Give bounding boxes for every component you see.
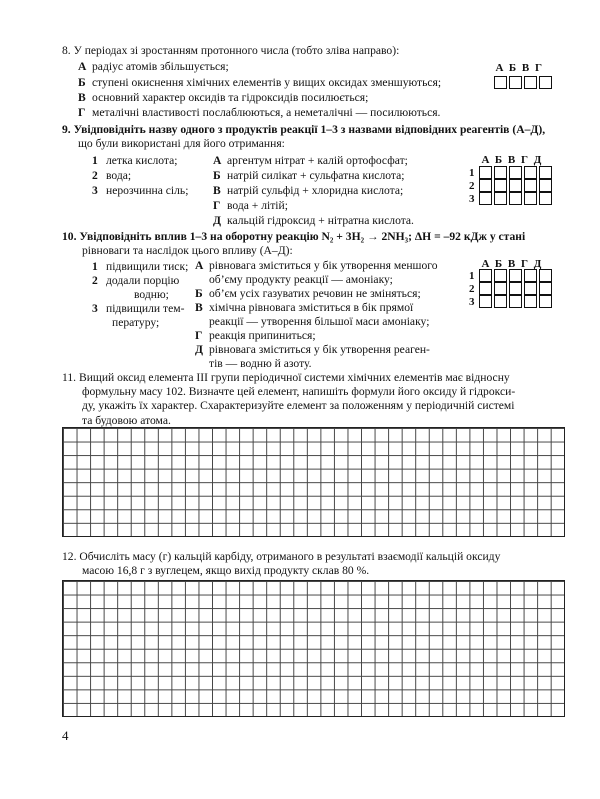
answer-box[interactable] (524, 192, 537, 205)
answer-box[interactable] (539, 282, 552, 295)
answer-box[interactable] (539, 269, 552, 282)
q10-answer-row-2[interactable] (479, 282, 554, 295)
answer-box[interactable] (479, 166, 492, 179)
q9-title: 9. Увідповідніть назву одного з продуктів реакції 1–3 з назвами відповідних реагентів (А–Д), що були використані для його отримання: (62, 123, 546, 151)
answer-box[interactable] (494, 192, 507, 205)
q9-right-c: В натрій сульфід + хлоридна кислота; (213, 184, 404, 197)
answer-box[interactable] (539, 192, 552, 205)
q9-left-3: 3 нерозчинна сіль; (92, 184, 189, 197)
q10-row-label-3: 3 (469, 296, 475, 308)
answer-box[interactable] (509, 76, 522, 89)
answer-box[interactable] (509, 282, 522, 295)
answer-box[interactable] (509, 295, 522, 308)
q10-answer-row-1[interactable] (479, 269, 554, 282)
page-number: 4 (62, 728, 69, 743)
answer-box[interactable] (479, 192, 492, 205)
answer-box[interactable] (479, 179, 492, 192)
q8-answer-boxes[interactable] (494, 76, 554, 89)
q9-row-label-2: 2 (469, 180, 475, 192)
answer-box[interactable] (494, 76, 507, 89)
q12-text: 12. Обчисліть масу (г) кальцій карбіду, отриманого в результаті взаємодії кальцій оксиду масою 16,8 г з вуглецем, якщо вихід продукту склав 80 %. (62, 550, 501, 578)
q10-left-3: 3 підвищили тем- (92, 302, 185, 315)
q9-row-label-1: 1 (469, 167, 475, 179)
q10-title: 10. Увідповідніть вплив 1–3 на оборотну реакцію N₂ + 3H₂ → 2NH₃; ΔH = –92 кДж у стані рівноваги та наслідок цього впливу (А–Д): (62, 230, 526, 258)
answer-box[interactable] (539, 179, 552, 192)
q10-right-a2: об’єму продукту реакції — амоніаку; (209, 273, 393, 286)
answer-box[interactable] (479, 282, 492, 295)
q10-row-label-1: 1 (469, 270, 475, 282)
q10-left-3b: пературу; (112, 316, 160, 329)
q8-option-c: В основний характер оксидів та гідроксидів посилюється; (78, 91, 369, 104)
q11-answer-grid[interactable] (62, 427, 565, 537)
answer-box[interactable] (524, 179, 537, 192)
q9-right-e: Д кальцій гідроксид + нітратна кислота. (213, 214, 414, 227)
q10-right-e2: тів — водню й азоту. (209, 357, 312, 370)
q9-answer-row-2[interactable] (479, 179, 554, 192)
answer-box[interactable] (524, 295, 537, 308)
answer-box[interactable] (479, 269, 492, 282)
answer-box[interactable] (509, 269, 522, 282)
answer-box[interactable] (524, 269, 537, 282)
q10-right-a: А рівновага зміститься у бік утворення меншого (195, 259, 438, 272)
answer-box[interactable] (539, 166, 552, 179)
q8-answer-header: А Б В Г (495, 62, 542, 74)
q9-answer-row-3[interactable] (479, 192, 554, 205)
q9-right-a: А аргентум нітрат + калій ортофосфат; (213, 154, 408, 167)
q10-left-2b: водню; (134, 288, 169, 301)
answer-box[interactable] (494, 179, 507, 192)
answer-box[interactable] (494, 269, 507, 282)
answer-box[interactable] (494, 282, 507, 295)
answer-box[interactable] (524, 76, 537, 89)
q10-right-c: В хімічна рівновага зміститься в бік прямої (195, 301, 414, 314)
q10-left-1: 1 підвищили тиск; (92, 260, 189, 273)
q8-option-b: Б ступені окиснення хімічних елементів у вищих оксидах зменшуються; (78, 76, 442, 89)
q12-answer-grid[interactable] (62, 580, 565, 717)
answer-box[interactable] (494, 295, 507, 308)
q9-row-label-3: 3 (469, 193, 475, 205)
answer-box[interactable] (524, 166, 537, 179)
q10-right-d: Г реакція припиниться; (195, 329, 316, 342)
answer-box[interactable] (479, 295, 492, 308)
q9-right-b: Б натрій силікат + сульфатна кислота; (213, 169, 405, 182)
q10-right-c2: реакції — утворення більшої маси амоніаку; (209, 315, 430, 328)
answer-box[interactable] (509, 179, 522, 192)
q9-left-2: 2 вода; (92, 169, 132, 182)
q10-answer-header: А Б В Г Д (481, 258, 542, 270)
q8-option-a: А радіус атомів збільшується; (78, 60, 229, 73)
answer-box[interactable] (539, 76, 552, 89)
q9-answer-header: А Б В Г Д (481, 154, 542, 166)
answer-box[interactable] (524, 282, 537, 295)
answer-box[interactable] (539, 295, 552, 308)
q10-right-e: Д рівновага зміститься у бік утворення реаген- (195, 343, 430, 356)
q11-text: 11. Вищий оксид елемента III групи періодичної системи хімічних елементів має відносну формульну масу 102. Визначте цей елемент, напишіть формули його оксиду й гідрокси- ду, укажіть їх характер. Схарактеризуйте елемент за положенням у періодичній системі та будовою атома. (62, 371, 516, 427)
answer-box[interactable] (509, 192, 522, 205)
q10-right-b: Б об’єм усіх газуватих речовин не зміняться; (195, 287, 421, 300)
q10-answer-row-3[interactable] (479, 295, 554, 308)
q10-row-label-2: 2 (469, 283, 475, 295)
q9-left-1: 1 летка кислота; (92, 154, 178, 167)
answer-box[interactable] (494, 166, 507, 179)
q8-title: 8. У періодах зі зростанням протонного числа (тобто зліва направо): (62, 44, 400, 57)
q8-option-d: Г металічні властивості послаблюються, а неметалічні — посилюються. (78, 106, 441, 119)
answer-box[interactable] (509, 166, 522, 179)
q10-left-2: 2 додали порцію (92, 274, 180, 287)
q9-answer-row-1[interactable] (479, 166, 554, 179)
q9-right-d: Г вода + літій; (213, 199, 288, 212)
